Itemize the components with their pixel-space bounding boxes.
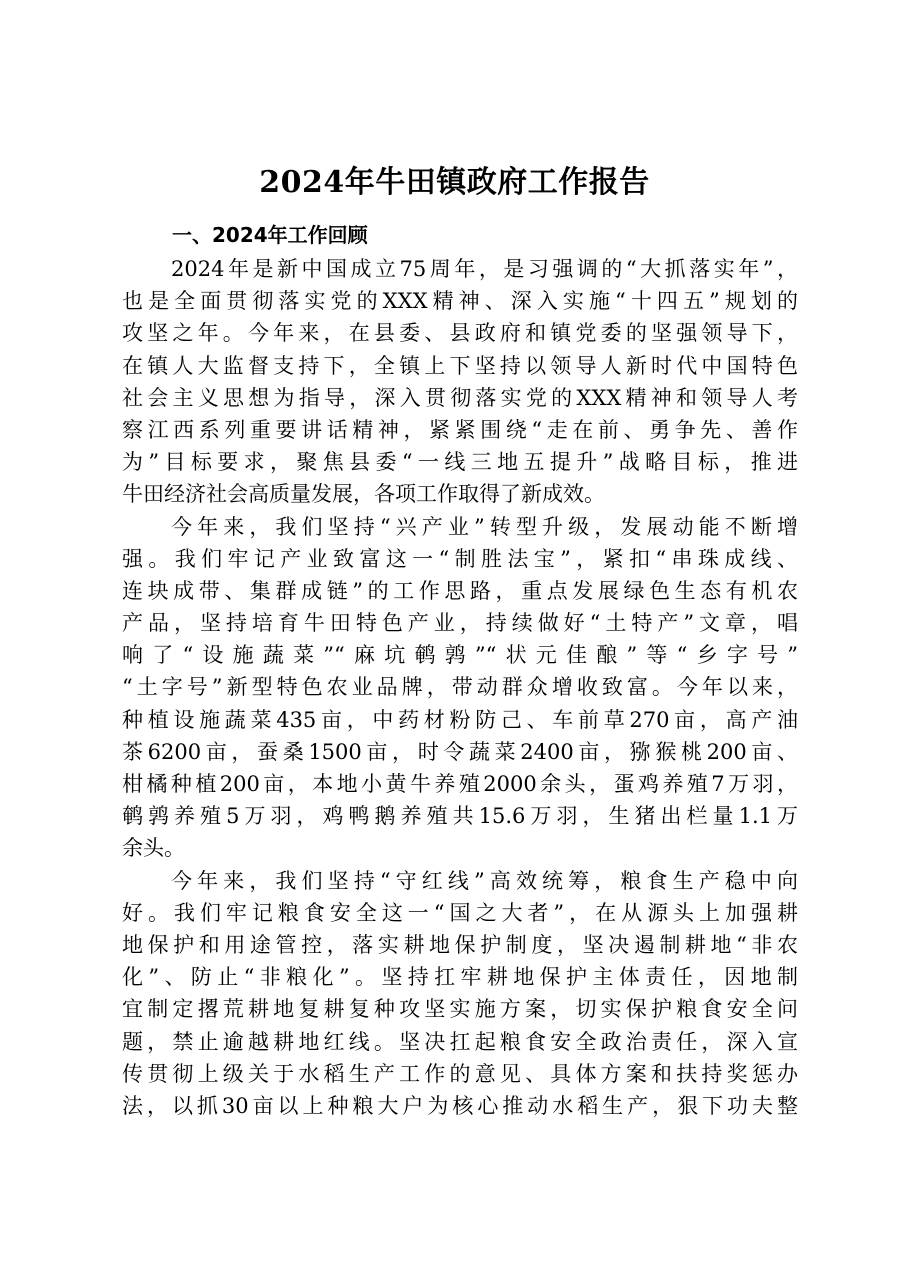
text-line: 传贯彻上级关于水稻生产工作的意见、具体方案和扶持奖惩办 — [122, 1061, 798, 1086]
text-line: 茶6200亩，蚕桑1500亩，时令蔬菜2400亩，猕猴桃200亩、 — [122, 739, 798, 764]
document-body — [122, 253, 798, 1122]
text-line: 今年来，我们坚持“守红线”高效统筹，粮食生产稳中向 — [171, 868, 798, 893]
text-line: 地保护和用途管控，落实耕地保护制度，坚决遏制耕地“非农 — [122, 932, 798, 957]
paragraph-food-security — [122, 865, 798, 1123]
paragraph-industry — [122, 511, 798, 865]
text-line: 好。我们牢记粮食安全这一“国之大者”，在从源头上加强耕 — [122, 900, 798, 925]
text-line: 法，以抓30亩以上种粮大户为核心推动水稻生产，狠下功夫整 — [122, 1093, 798, 1118]
text-line: “土字号”新型特色农业品牌，带动群众增收致富。今年以来， — [122, 675, 798, 700]
text-line: 社会主义思想为指导，深入贯彻落实党的XXX精神和领导人考 — [122, 385, 798, 410]
text-line: 在镇人大监督支持下，全镇上下坚持以领导人新时代中国特色 — [122, 353, 798, 378]
text-line: 响了“设施蔬菜”“麻坑鹌鹑”“状元佳酿”等“乡字号” — [122, 643, 798, 668]
text-line: 今年来，我们坚持“兴产业”转型升级，发展动能不断增 — [171, 514, 798, 539]
text-line: 鹌鹑养殖5万羽，鸡鸭鹅养殖共15.6万羽，生猪出栏量1.1万 — [122, 804, 798, 829]
text-line: 为”目标要求，聚焦县委“一线三地五提升”战略目标，推进 — [122, 450, 798, 475]
text-line: 也是全面贯彻落实党的XXX精神、深入实施“十四五”规划的 — [122, 289, 798, 314]
text-line: 牛田经济社会高质量发展，各项工作取得了新成效。 — [122, 482, 605, 507]
text-line: 产品，坚持培育牛田特色产业，持续做好“土特产”文章，唱 — [122, 611, 798, 636]
text-line: 攻坚之年。今年来，在县委、县政府和镇党委的坚强领导下， — [122, 321, 798, 346]
paragraph-review-overview — [122, 253, 798, 511]
text-line: 余头。 — [122, 836, 185, 861]
text-line: 化”、防止“非粮化”。坚持扛牢耕地保护主体责任，因地制 — [122, 965, 798, 990]
section-heading: 一、2024年工作回顾 — [172, 223, 368, 247]
document-title: 2024年牛田镇政府工作报告 — [259, 165, 650, 200]
text-line: 连块成带、集群成链”的工作思路，重点发展绿色生态有机农 — [122, 578, 798, 603]
text-line: 宜制定撂荒耕地复耕复种攻坚实施方案，切实保护粮食安全问 — [122, 997, 798, 1022]
text-line: 题，禁止逾越耕地红线。坚决扛起粮食安全政治责任，深入宣 — [122, 1029, 798, 1054]
text-line: 察江西系列重要讲话精神，紧紧围绕“走在前、勇争先、善作 — [122, 417, 798, 442]
text-line: 2024年是新中国成立75周年，是习强调的“大抓落实年”， — [171, 257, 798, 281]
text-line: 柑橘种植200亩，本地小黄牛养殖2000余头，蛋鸡养殖7万羽， — [122, 772, 798, 796]
text-line: 种植设施蔬菜435亩，中药材粉防己、车前草270亩，高产油 — [122, 707, 798, 732]
text-line: 强。我们牢记产业致富这一“制胜法宝”，紧扣“串珠成线、 — [122, 546, 798, 571]
